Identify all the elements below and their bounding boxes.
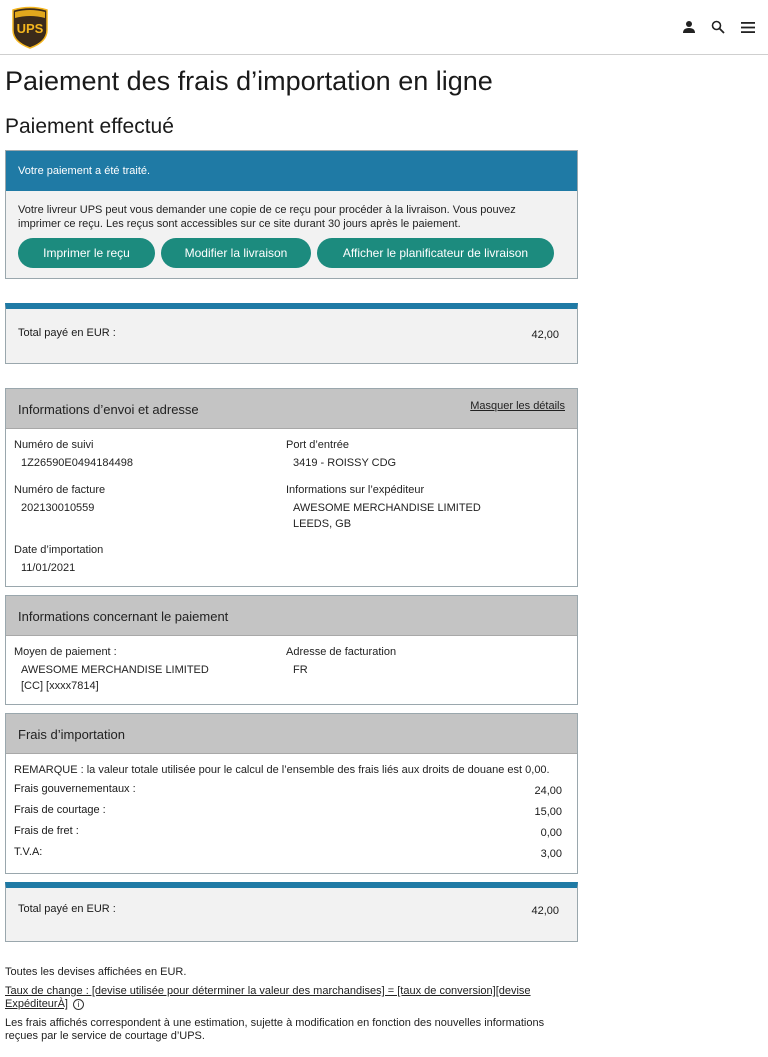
fee-row xyxy=(14,804,562,816)
success-message xyxy=(6,191,577,231)
total-paid-panel-bottom xyxy=(5,882,578,942)
fee-value: 0,00 xyxy=(540,827,562,839)
total-paid-panel-top xyxy=(5,303,578,364)
page-title: Paiement des frais d’importation en ligne xyxy=(5,66,493,96)
total-paid-value: 42,00 xyxy=(531,905,559,917)
fee-row xyxy=(14,783,562,795)
modify-delivery-button[interactable]: Modifier la livraison xyxy=(161,238,311,268)
fee-value: 3,00 xyxy=(540,848,562,860)
estimate-note xyxy=(5,1017,565,1043)
delivery-planner-button[interactable]: Afficher le planificateur de livraison xyxy=(317,238,554,268)
fee-label: T.V.A: xyxy=(14,846,43,858)
exchange-rate-link-cont[interactable]: ExpéditeurÀ] xyxy=(5,998,68,1010)
total-paid-label: Total payé en EUR : xyxy=(18,903,116,915)
payment-info-panel xyxy=(5,595,578,705)
hide-details-link[interactable]: Masquer les détails xyxy=(470,400,565,412)
billing-address-value: FR xyxy=(293,664,308,676)
search-icon[interactable] xyxy=(708,17,728,37)
menu-icon[interactable] xyxy=(738,17,758,37)
port-of-entry-value: 3419 - ROISSY CDG xyxy=(293,457,397,469)
total-paid-value: 42,00 xyxy=(531,329,559,341)
user-icon[interactable] xyxy=(679,17,699,37)
payment-success-panel xyxy=(5,150,578,279)
payment-heading: Informations concernant le paiement xyxy=(6,596,577,636)
fees-details xyxy=(6,754,577,873)
shipper-city: LEEDS, GB xyxy=(293,518,352,530)
fees-heading: Frais d’importation xyxy=(6,714,577,754)
billing-address-label: Adresse de facturation xyxy=(286,646,397,658)
fee-label: Frais de fret : xyxy=(14,825,79,837)
invoice-number-label: Numéro de facture xyxy=(14,484,106,496)
tracking-number-value: 1Z26590E0494184498 xyxy=(21,457,133,469)
exchange-rate-note xyxy=(5,985,565,1011)
fee-label: Frais gouvernementaux : xyxy=(14,783,136,795)
info-icon[interactable]: i xyxy=(73,999,84,1010)
fee-label: Frais de courtage : xyxy=(14,804,106,816)
logo-text: UPS xyxy=(16,21,44,36)
port-of-entry-label: Port d’entrée xyxy=(286,439,349,451)
fee-value: 15,00 xyxy=(534,806,562,818)
fee-row xyxy=(14,846,562,858)
import-fees-panel xyxy=(5,713,578,874)
fee-value: 24,00 xyxy=(534,785,562,797)
exchange-rate-link[interactable]: Taux de change : [devise utilisée pour déterminer la valeur des marchandises] = [taux de conversion][devise xyxy=(5,985,531,997)
shipper-name: AWESOME MERCHANDISE LIMITED xyxy=(293,502,481,514)
invoice-number-value: 202130010559 xyxy=(21,502,95,514)
currency-note: Toutes les devises affichées en EUR. xyxy=(5,966,187,978)
shipper-info-label: Informations sur l’expéditeur xyxy=(286,484,425,496)
total-paid-label: Total payé en EUR : xyxy=(18,327,116,339)
tracking-number-label: Numéro de suivi xyxy=(14,439,94,451)
shipment-details xyxy=(6,429,577,586)
fee-row xyxy=(14,825,562,837)
import-date-label: Date d’importation xyxy=(14,544,104,556)
payment-method-label: Moyen de paiement : xyxy=(14,646,117,658)
success-message-line-1: Votre livreur UPS peut vous demander une copie de ce reçu pour procéder à la livraison. Vous pouvez xyxy=(18,204,516,216)
success-heading: Votre paiement a été traité. xyxy=(6,151,577,191)
top-bar xyxy=(0,0,768,55)
shipment-heading: Informations d’envoi et adresse xyxy=(6,389,577,429)
estimate-note-line-2: reçues par le service de courtage d’UPS. xyxy=(5,1030,205,1042)
payment-method-card: [CC] [xxxx7814] xyxy=(21,680,99,692)
fees-remark: REMARQUE : la valeur totale utilisée pour le calcul de l’ensemble des frais liés aux droits de douane est 0,00. xyxy=(14,764,550,776)
payment-details xyxy=(6,636,577,704)
page-subtitle: Paiement effectué xyxy=(5,115,174,138)
print-receipt-button[interactable]: Imprimer le reçu xyxy=(18,238,155,268)
ups-logo[interactable] xyxy=(10,6,50,50)
import-date-value: 11/01/2021 xyxy=(21,562,76,574)
success-message-line-2: imprimer ce reçu. Les reçus sont accessibles sur ce site durant 30 jours après le paiement. xyxy=(18,218,461,230)
shipment-info-panel xyxy=(5,388,578,587)
estimate-note-line-1: Les frais affichés correspondent à une estimation, sujette à modification en fonction des nouvelles informations xyxy=(5,1017,545,1029)
payment-method-name: AWESOME MERCHANDISE LIMITED xyxy=(21,664,209,676)
